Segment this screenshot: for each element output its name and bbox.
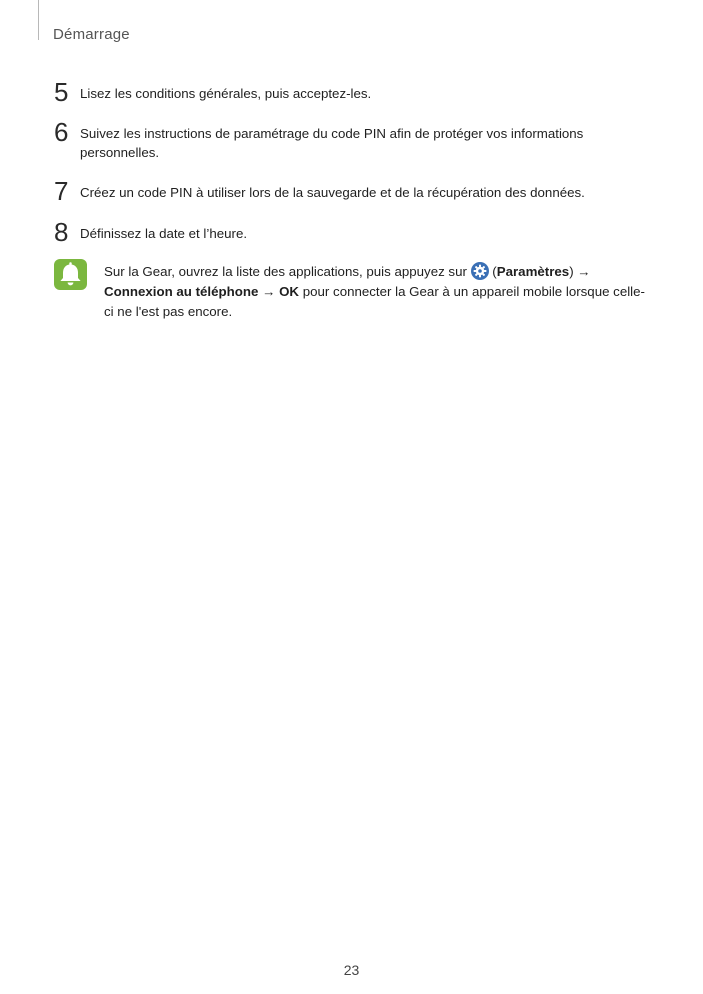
note-text: [104, 262, 652, 322]
step-text: Lisez les conditions générales, puis acceptez-les.: [80, 86, 372, 101]
paren-close: ) →: [569, 264, 591, 279]
step-text: Définissez la date et l’heure.: [80, 226, 248, 241]
page-number: 23: [343, 962, 360, 978]
step-number: 5: [54, 77, 69, 107]
bell-icon: [54, 259, 87, 290]
gear-icon: [471, 262, 489, 280]
note-text-part1: Sur la Gear, ouvrez la liste des applications, puis appuyez sur: [104, 264, 467, 279]
note-text-part2: pour connecter la Gear à un appareil mobile lorsque celle-ci ne l'est pas encore.: [104, 284, 645, 319]
header-rule: [38, 0, 39, 40]
section-title: Démarrage: [53, 26, 130, 43]
settings-label: Paramètres: [496, 264, 570, 279]
step-number: 6: [54, 117, 69, 147]
arrow: →: [258, 284, 280, 299]
connection-label: Connexion au téléphone: [104, 284, 259, 299]
step-number: 8: [54, 217, 69, 247]
step-text: Créez un code PIN à utiliser lors de la sauvegarde et de la récupération des données.: [80, 185, 585, 200]
paren-open: (: [488, 264, 497, 279]
ok-label: OK: [279, 284, 300, 299]
step-text: Suivez les instructions de paramétrage du code PIN afin de protéger vos informations personnelles.: [80, 126, 584, 160]
step-number: 7: [54, 176, 69, 206]
